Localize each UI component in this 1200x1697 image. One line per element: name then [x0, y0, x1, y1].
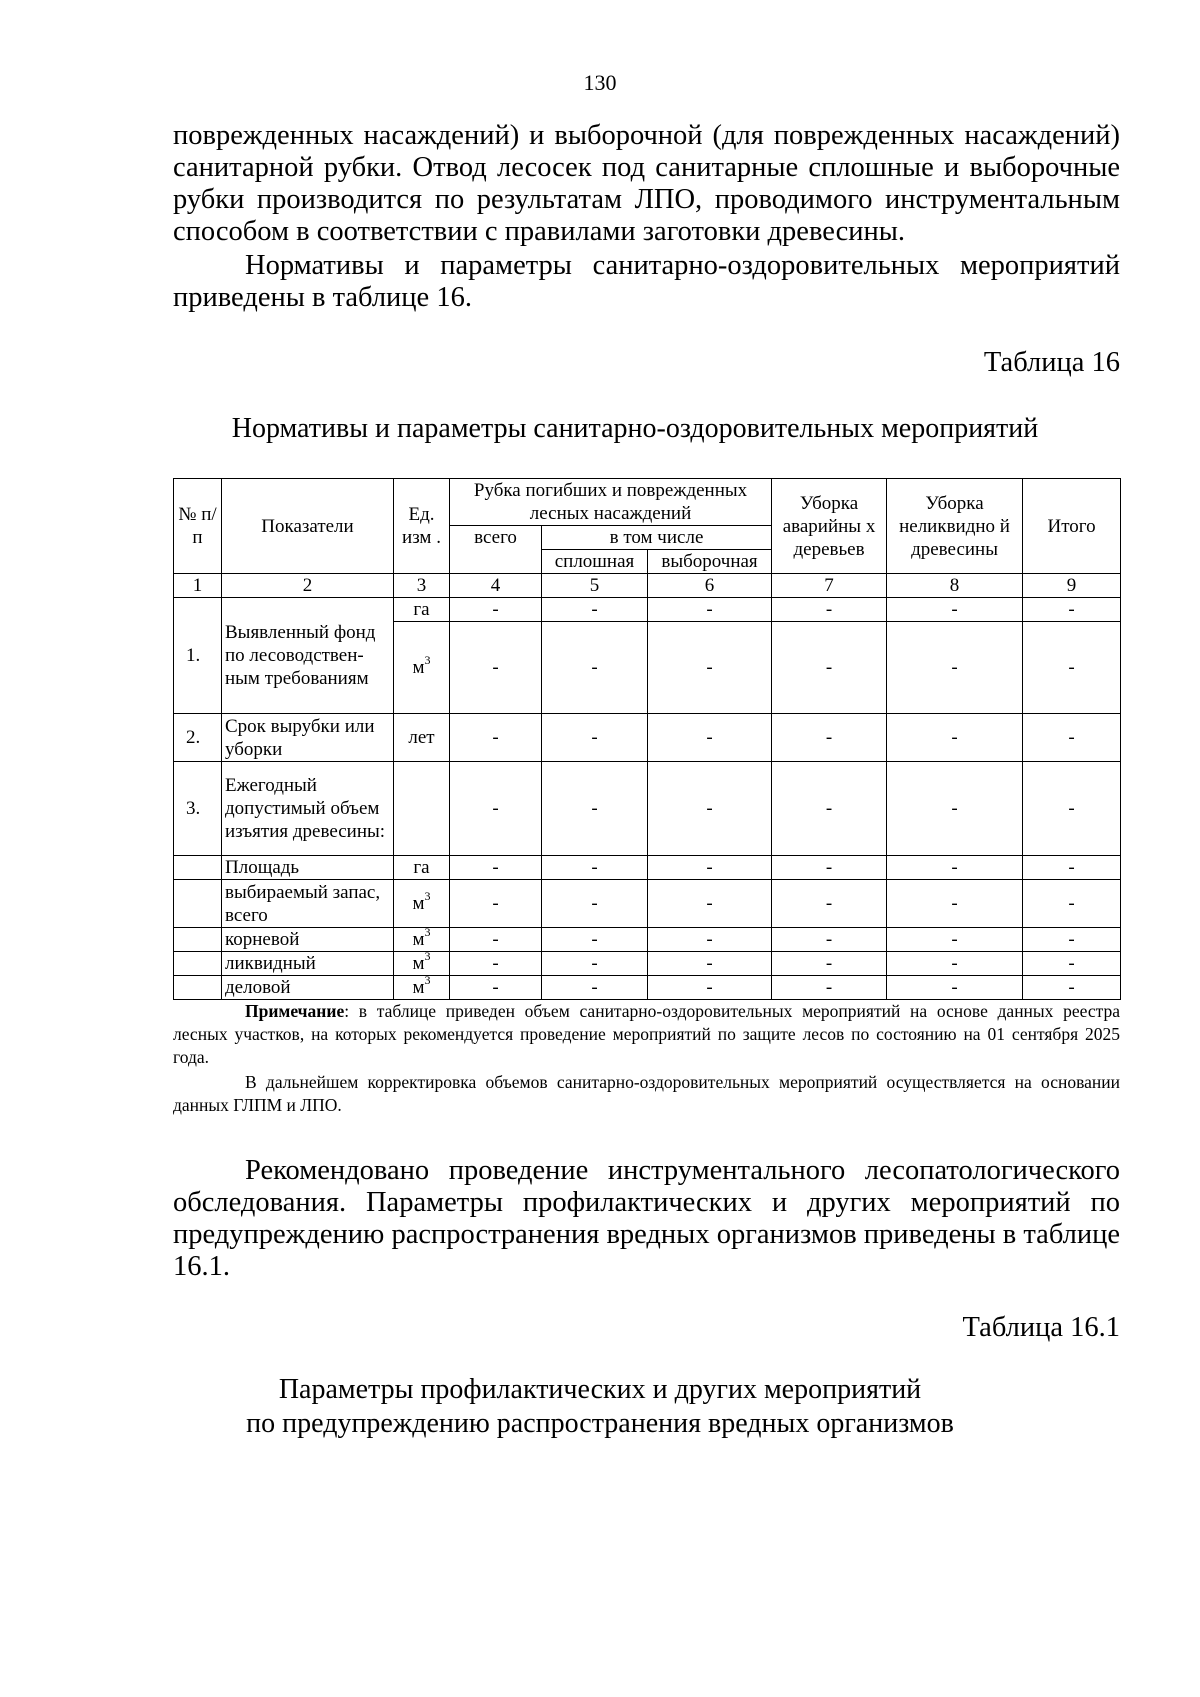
dash: -	[1023, 856, 1121, 880]
row-6-label: корневой	[222, 928, 394, 952]
dash: -	[450, 622, 542, 714]
dash: -	[1023, 952, 1121, 976]
dash: -	[648, 622, 772, 714]
table-16-note	[173, 1000, 1120, 1069]
row-2-unit: лет	[394, 714, 450, 762]
dash: -	[772, 598, 887, 622]
dash: -	[542, 762, 648, 856]
row-8-label: деловой	[222, 976, 394, 1000]
dash: -	[887, 928, 1023, 952]
dash: -	[1023, 880, 1121, 928]
dash: -	[450, 762, 542, 856]
row-6-num	[174, 928, 222, 952]
dash: -	[542, 952, 648, 976]
row-3-num: 3.	[174, 762, 222, 856]
note-label: Примечание	[245, 1001, 345, 1021]
dash: -	[542, 714, 648, 762]
header-selective: выборочная	[648, 550, 772, 574]
table-16	[173, 478, 1121, 1000]
row-4-label: Площадь	[222, 856, 394, 880]
dash: -	[648, 976, 772, 1000]
row-3-label: Ежегодный допустимый объем изъятия древесины:	[222, 762, 394, 856]
paragraph-1: поврежденных насаждений) и выборочной (для поврежденных насаждений) санитарной рубки. Отвод лесосек под санитарные сплошные и выборочные рубки производится по результатам ЛПО, проводимого инструментальным способом в соответствии с правилами заготовки древесины.	[173, 120, 1120, 247]
dash: -	[648, 598, 772, 622]
dash: -	[772, 856, 887, 880]
row-1-unit-a: га	[394, 598, 450, 622]
header-emergency: Уборка аварийны х деревьев	[772, 479, 887, 574]
dash: -	[887, 762, 1023, 856]
col-number-5: 5	[542, 574, 648, 598]
dash: -	[450, 598, 542, 622]
header-total-felling: всего	[450, 526, 542, 574]
table-16-1-title-line-2: по предупреждению распространения вредных организмов	[246, 1408, 954, 1439]
dash: -	[772, 976, 887, 1000]
row-1-num: 1.	[174, 598, 222, 714]
dash: -	[648, 714, 772, 762]
dash: -	[772, 880, 887, 928]
col-number-7: 7	[772, 574, 887, 598]
paragraph-2: Нормативы и параметры санитарно-оздоровительных мероприятий приведены в таблице 16.	[173, 250, 1120, 313]
table-16-1-label: Таблица 16.1	[962, 1312, 1120, 1343]
dash: -	[1023, 714, 1121, 762]
dash: -	[772, 714, 887, 762]
header-illiquid: Уборка неликвидно й древесины	[887, 479, 1023, 574]
dash: -	[887, 622, 1023, 714]
page-number: 130	[583, 70, 617, 95]
row-7-num	[174, 952, 222, 976]
col-number-3: 3	[394, 574, 450, 598]
col-number-1: 1	[174, 574, 222, 598]
col-number-6: 6	[648, 574, 772, 598]
row-1-unit-b: $м^3$	[394, 622, 450, 714]
dash: -	[887, 880, 1023, 928]
dash: -	[450, 856, 542, 880]
row-1-label: Выявленный фонд по лесоводствен-ным требованиям	[222, 598, 394, 714]
dash: -	[542, 880, 648, 928]
row-7-unit: $м^3$	[394, 952, 450, 976]
row-3-unit	[394, 762, 450, 856]
dash: -	[450, 880, 542, 928]
dash: -	[1023, 976, 1121, 1000]
row-6-unit: $м^3$	[394, 928, 450, 952]
dash: -	[542, 976, 648, 1000]
row-5-num	[174, 880, 222, 928]
table-16-1-title-line-1: Параметры профилактических и других мероприятий	[278, 1374, 922, 1405]
dash: -	[887, 598, 1023, 622]
header-felling: Рубка погибших и поврежденных лесных насаждений	[450, 479, 772, 526]
dash: -	[1023, 598, 1121, 622]
dash: -	[887, 856, 1023, 880]
table-16-title: Нормативы и параметры санитарно-оздоровительных мероприятий	[231, 413, 1039, 444]
dash: -	[887, 976, 1023, 1000]
col-number-8: 8	[887, 574, 1023, 598]
dash: -	[450, 714, 542, 762]
row-5-label: выбираемый запас, всего	[222, 880, 394, 928]
dash: -	[648, 880, 772, 928]
dash: -	[542, 598, 648, 622]
header-total: Итого	[1023, 479, 1121, 574]
dash: -	[542, 928, 648, 952]
dash: -	[450, 976, 542, 1000]
dash: -	[772, 952, 887, 976]
dash: -	[1023, 928, 1121, 952]
dash: -	[887, 952, 1023, 976]
dash: -	[648, 762, 772, 856]
dash: -	[1023, 622, 1121, 714]
dash: -	[772, 928, 887, 952]
table-16-note-2: В дальнейшем корректировка объемов санитарно-оздоровительных мероприятий осуществляется на основании данных ГЛПМ и ЛПО.	[173, 1072, 1120, 1115]
dash: -	[648, 952, 772, 976]
row-7-label: ликвидный	[222, 952, 394, 976]
col-number-2: 2	[222, 574, 394, 598]
header-num: № п/ п	[174, 479, 222, 574]
row-2-num: 2.	[174, 714, 222, 762]
dash: -	[1023, 762, 1121, 856]
row-2-label: Срок вырубки или уборки	[222, 714, 394, 762]
table-16-label: Таблица 16	[983, 347, 1120, 378]
dash: -	[542, 622, 648, 714]
col-number-4: 4	[450, 574, 542, 598]
dash: -	[450, 928, 542, 952]
row-8-unit: $м^3$	[394, 976, 450, 1000]
dash: -	[772, 622, 887, 714]
header-including: в том числе	[542, 526, 772, 550]
note-text: : в таблице приведен объем санитарно-оздоровительных мероприятий на основе данных реестра лесных участков, на которых рекомендуется проведение мероприятий по защите лесов по состоянию на 01 сентября 2025 года.	[173, 1001, 1120, 1067]
row-5-unit: $м^3$	[394, 880, 450, 928]
dash: -	[772, 762, 887, 856]
dash: -	[648, 856, 772, 880]
header-indicators: Показатели	[222, 479, 394, 574]
row-8-num	[174, 976, 222, 1000]
col-number-9: 9	[1023, 574, 1121, 598]
dash: -	[648, 928, 772, 952]
dash: -	[542, 856, 648, 880]
row-4-unit: га	[394, 856, 450, 880]
row-4-num	[174, 856, 222, 880]
dash: -	[887, 714, 1023, 762]
header-clear: сплошная	[542, 550, 648, 574]
header-unit: Ед. изм .	[394, 479, 450, 574]
paragraph-3: Рекомендовано проведение инструментального лесопатологического обследования. Параметры профилактических и других мероприятий по предупреждению распространения вредных организмов приведены в таблице 16.1.	[173, 1155, 1120, 1282]
dash: -	[450, 952, 542, 976]
